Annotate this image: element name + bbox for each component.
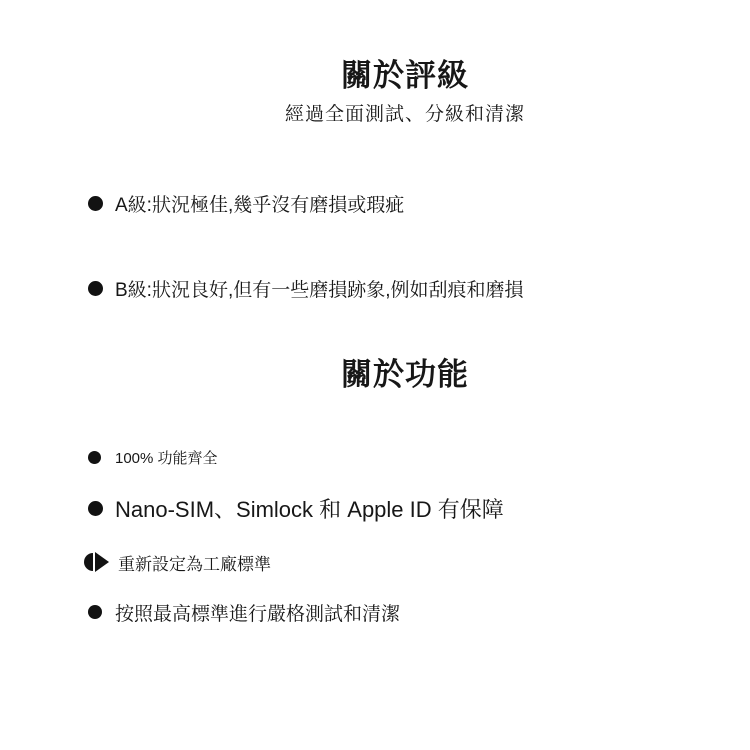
list-item-grade-b — [88, 274, 524, 302]
list-item-sim-appleid — [88, 493, 504, 523]
list-item-text: B級:狀況良好,但有一些磨損跡象,例如刮痕和磨損 — [115, 279, 524, 301]
list-item-text: Nano-SIM、Simlock 和 Apple ID 有保障 — [115, 496, 504, 522]
rating-section-title: 關於評級 — [341, 58, 469, 93]
list-item-grade-a — [88, 189, 404, 217]
list-item-factory-reset — [84, 548, 271, 576]
circle-bullet-icon — [88, 451, 101, 464]
list-item-text: 100% 功能齊全 — [115, 449, 218, 467]
circle-bullet-icon — [88, 605, 102, 619]
play-triangle-shape — [95, 552, 109, 572]
circle-bullet-icon — [88, 501, 103, 516]
list-item-text: A級:狀況極佳,幾乎沒有磨損或瑕疵 — [115, 194, 405, 216]
list-item-text: 重新設定為工廠標準 — [118, 554, 271, 574]
reset-play-icon — [84, 552, 109, 572]
half-disc-shape — [84, 553, 93, 571]
circle-bullet-icon — [88, 196, 103, 211]
list-item-text: 按照最高標準進行嚴格測試和清潔 — [115, 603, 401, 625]
function-section-title: 關於功能 — [341, 357, 469, 392]
rating-section-subtitle: 經過全面測試、分級和清潔 — [284, 104, 525, 125]
list-item-tested-cleaned — [88, 598, 400, 626]
circle-bullet-icon — [88, 281, 103, 296]
list-item-fully-functional — [88, 443, 218, 471]
